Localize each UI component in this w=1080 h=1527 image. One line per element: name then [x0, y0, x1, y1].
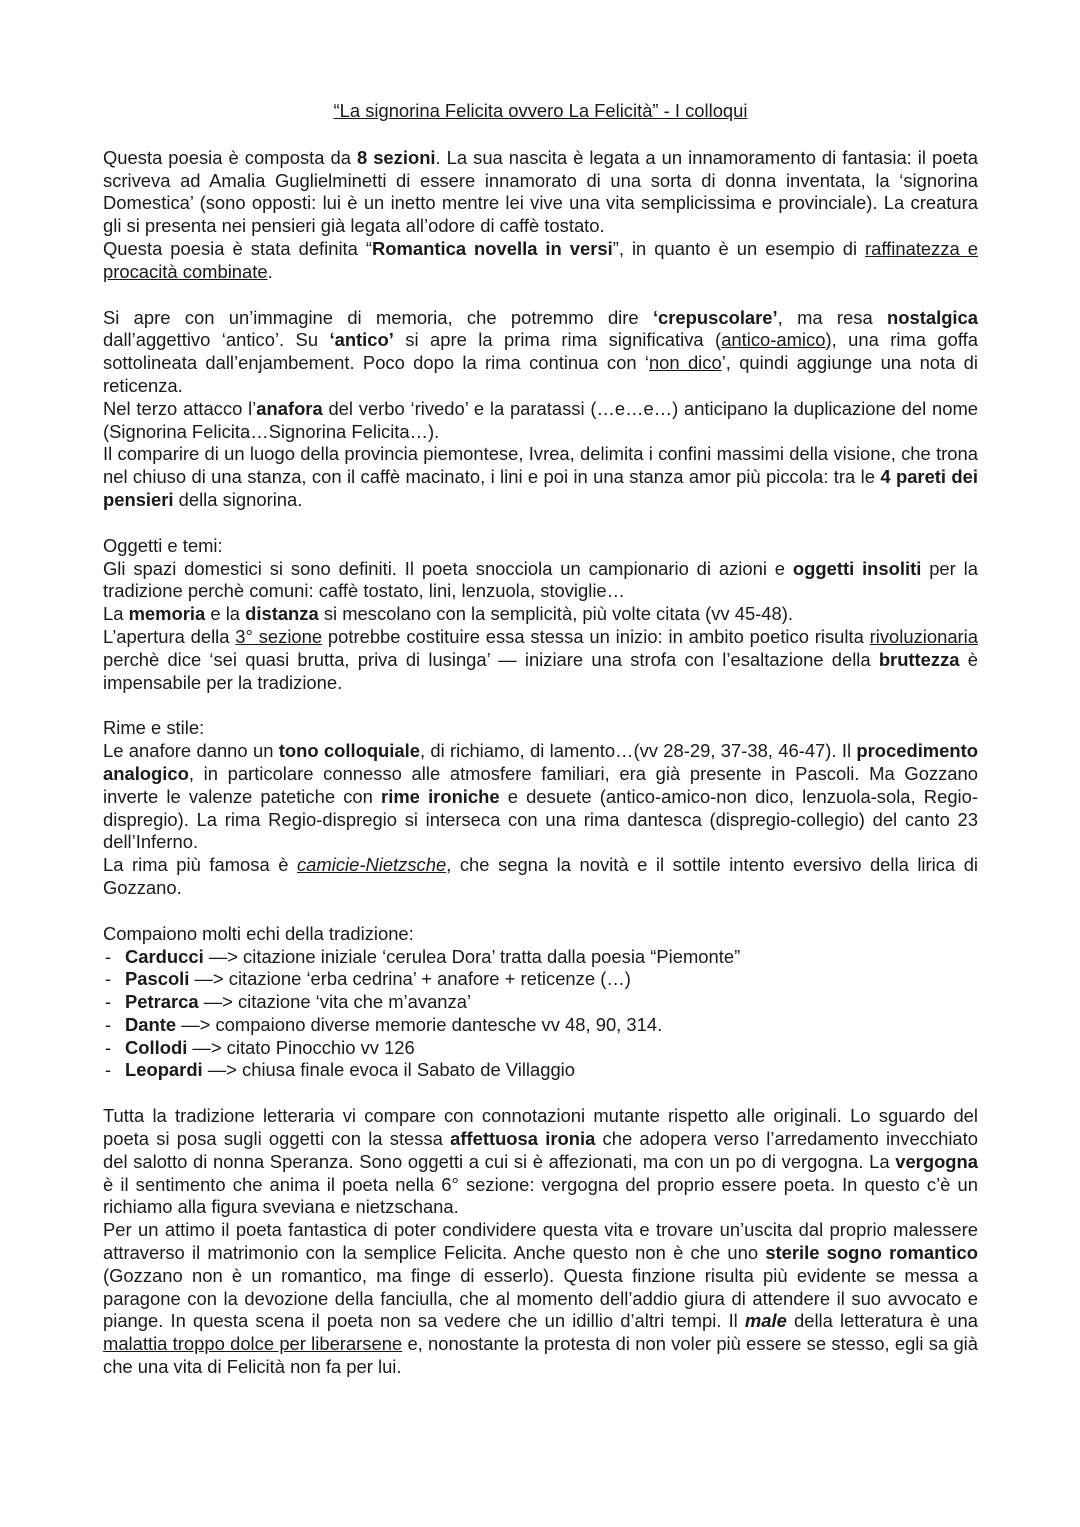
text-run: Questa poesia è stata definita “ — [103, 237, 373, 259]
text-run: ), una rima goffa sottolineata dall’enjambement. Poco dopo la rima continua con ‘ — [103, 329, 978, 374]
emphasis-run: bruttezza — [878, 648, 960, 670]
text-run: L’apertura della — [103, 625, 236, 647]
list-item — [103, 1059, 978, 1082]
emphasis-run: vergogna — [895, 1150, 978, 1172]
emphasis-run: ‘antico’ — [329, 329, 394, 351]
emphasis-run: 4 pareti dei pensieri — [103, 466, 978, 510]
text-run: Il comparire di un luogo della provincia piemontese, Ivrea, delimita i confini massimi della visione, che trona nel chiuso di una stanza, con il caffè macinato, i lini e poi in una stanza amor più piccola: tra le — [103, 443, 978, 488]
text-run: e, nonostante la protesta di non voler più essere se stesso, egli sa già che una vita di Felicità non fa per lui. — [103, 1333, 978, 1378]
emphasis-run: Dante — [125, 1013, 177, 1035]
text-run: , ma resa — [777, 306, 888, 328]
emphasis-run: Romantica novella in versi — [372, 237, 613, 259]
heading-rime-stile — [103, 717, 978, 740]
text-run: —> chiusa finale evoca il Sabato de Villaggio — [202, 1059, 575, 1081]
emphasis-run: affettuosa ironia — [450, 1128, 596, 1150]
text-run: dall’aggettivo ‘antico’. Su — [103, 329, 330, 351]
text-run: La rima più famosa è — [103, 854, 297, 876]
text-run: perchè dice ‘sei quasi brutta, priva di lusinga’ — iniziare una strofa con l’esaltazione della — [103, 648, 879, 670]
paragraph-anafore — [103, 740, 978, 854]
emphasis-run: Leopardi — [125, 1059, 203, 1081]
paragraph-terza-sezione — [103, 626, 978, 694]
paragraph-opening-image — [103, 307, 978, 398]
text-run: della signorina. — [173, 488, 303, 510]
emphasis-run: male — [744, 1310, 787, 1332]
text-run: Gli spazi domestici si sono definiti. Il poeta snocciola un campionario di azioni e — [103, 557, 793, 579]
emphasis-run: procedimento analogico — [103, 740, 978, 784]
text-run: Le anafore danno un — [103, 740, 279, 762]
text-run: e desuete (antico-amico-non dico, lenzuola-sola, Regio-dispregio). La rima Regio-dispregio si interseca con una rima dantesca (dispregio-collegio) del canto 23 dell’Inferno. — [103, 785, 978, 853]
emphasis-run: malattia troppo dolce per liberarsene — [103, 1333, 403, 1355]
emphasis-run: nostalgica — [887, 306, 978, 328]
emphasis-run: oggetti insoliti — [792, 557, 922, 579]
text-run: si mescolano con la semplicità, più volte citata (vv 45-48). — [318, 603, 793, 625]
emphasis-run: Pascoli — [125, 968, 190, 990]
text-run: —> citazione ‘erba cedrina’ + anafore + reticenze (…) — [189, 968, 631, 990]
text-run: è il sentimento che anima il poeta nella 6° sezione: vergogna del proprio essere poeta. In questo c’è un richiamo alla figura sveviana e nietzschana. — [103, 1173, 978, 1218]
paragraph-gap — [103, 512, 978, 535]
paragraph-gap — [103, 900, 978, 923]
text-run: per la tradizione perchè comuni: caffè tostato, lini, lenzuola, stoviglie… — [103, 557, 978, 602]
text-run: Si apre con un’immagine di memoria, che potremmo dire — [103, 306, 653, 328]
emphasis-run: rivoluzionaria — [869, 625, 978, 647]
emphasis-run: Carducci — [125, 945, 204, 967]
text-run: —> compaiono diverse memorie dantesche vv 48, 90, 314. — [176, 1013, 663, 1035]
text-run: Rime e stile: — [103, 717, 205, 739]
heading-oggetti-temi — [103, 535, 978, 558]
text-run: Tutta la tradizione letteraria vi compare con connotazioni mutante rispetto alle originali. Lo sguardo del poeta si posa sugli oggetti con la stessa — [103, 1105, 978, 1150]
text-run: Questa poesia è composta da — [103, 146, 357, 168]
text-run: ”, in quanto è un esempio di — [612, 237, 866, 259]
tradition-list — [103, 946, 978, 1083]
text-run: potrebbe costituire essa stessa un inizio: in ambito poetico risulta — [322, 625, 870, 647]
emphasis-run: camicie-Nietzsche — [296, 854, 447, 876]
text-run: è impensabile per la tradizione. — [103, 648, 978, 693]
list-item — [103, 946, 978, 969]
emphasis-run: memoria — [128, 603, 206, 625]
text-run: ’, quindi aggiunge una nota di reticenza. — [103, 352, 978, 396]
emphasis-run: tono colloquiale — [278, 740, 420, 762]
text-run: del verbo ‘rivedo’ e la paratassi (…e…e…) anticipano la duplicazione del nome (Signorina Felicita…Signorina Felicita…). — [103, 397, 978, 442]
paragraph-ivrea — [103, 443, 978, 511]
emphasis-run: non dico — [648, 352, 722, 374]
text-run: . — [267, 260, 273, 282]
text-run: Compaiono molti echi della tradizione: — [103, 922, 414, 944]
list-item — [103, 991, 978, 1014]
emphasis-run: Collodi — [125, 1036, 188, 1058]
emphasis-run: raffinatezza e procacità combinate — [103, 237, 979, 282]
text-run: e la — [205, 603, 246, 625]
paragraph-rima-famosa — [103, 854, 978, 900]
document-page — [103, 100, 978, 1379]
list-item — [103, 1014, 978, 1037]
paragraph-conclusione — [103, 1219, 978, 1379]
emphasis-run: Petrarca — [125, 991, 199, 1013]
paragraph-intro — [103, 147, 978, 238]
paragraph-anafora — [103, 398, 978, 444]
emphasis-run: distanza — [245, 603, 319, 625]
text-run: —> citazione iniziale ‘cerulea Dora’ tratta dalla poesia “Piemonte” — [203, 945, 741, 967]
text-run: Nel terzo attacco l’ — [103, 397, 257, 419]
heading-echi-tradizione — [103, 923, 978, 946]
emphasis-run: antico-amico — [721, 329, 826, 351]
emphasis-run: 3° sezione — [235, 625, 323, 647]
emphasis-run: 8 sezioni — [356, 146, 436, 168]
emphasis-run: sterile sogno romantico — [765, 1242, 979, 1264]
list-item — [103, 968, 978, 991]
paragraph-gap — [103, 694, 978, 717]
paragraph-oggetti — [103, 558, 978, 604]
text-run: , in particolare connesso alle atmosfere familiari, era già presente in Pascoli. Ma Gozzano inverte le valenze patetiche con — [103, 762, 978, 807]
list-item — [103, 1037, 978, 1060]
text-run: . La sua nascita è legata a un innamoramento di fantasia: il poeta scriveva ad Amalia Guglielminetti di essere innamorato di una sorta di donna inventata, la ‘signorina Domestica’ (sono opposti: lui è un inetto mentre lei vive una vita semplicissima e provinciale). La creatura gli si presenta nei pensieri già legata all’odore di caffè tostato. — [103, 146, 978, 237]
document-title: “La signorina Felicita ovvero La Felicità” - I colloqui — [333, 100, 748, 121]
text-run: —> citato Pinocchio vv 126 — [187, 1036, 415, 1058]
text-run: che adopera verso l’arredamento invecchiato del salotto di nonna Speranza. Sono oggetti a cui si è affezionati, ma con un po di vergogna. La — [103, 1128, 978, 1172]
text-run: della letteratura è una — [786, 1310, 979, 1332]
text-run: —> citazione ‘vita che m’avanza’ — [198, 991, 472, 1013]
text-run: si apre la prima rima significativa ( — [393, 329, 722, 351]
emphasis-run: anafora — [256, 397, 323, 419]
paragraph-gap — [103, 1082, 978, 1105]
emphasis-run: ‘crepuscolare’ — [652, 306, 778, 328]
text-run: Per un attimo il poeta fantastica di poter condividere questa vita e trovare un’uscita dal proprio malessere attraverso il matrimonio con la semplice Felicita. Anche questo non è che uno — [103, 1219, 978, 1264]
paragraph-gap — [103, 284, 978, 307]
paragraph-memoria — [103, 603, 978, 626]
paragraph-tradizione-letteraria — [103, 1105, 978, 1219]
text-run: La — [103, 603, 129, 625]
text-run: (Gozzano non è un romantico, ma finge di esserlo). Questa finzione risulta più evidente se messa a paragone con la devozione della fanciulla, che al momento dell’addio giura di attendere il suo avvocato e piange. In questa scena il poeta non sa vedere che un idillio d’altri tempi. Il — [103, 1264, 978, 1332]
text-run: , di richiamo, di lamento…(vv 28-29, 37-38, 46-47). Il — [419, 740, 857, 762]
emphasis-run: rime ironiche — [381, 785, 500, 807]
text-run: Oggetti e temi: — [103, 534, 223, 556]
paragraph-definition — [103, 238, 978, 284]
text-run: , che segna la novità e il sottile intento eversivo della lirica di Gozzano. — [103, 854, 979, 898]
